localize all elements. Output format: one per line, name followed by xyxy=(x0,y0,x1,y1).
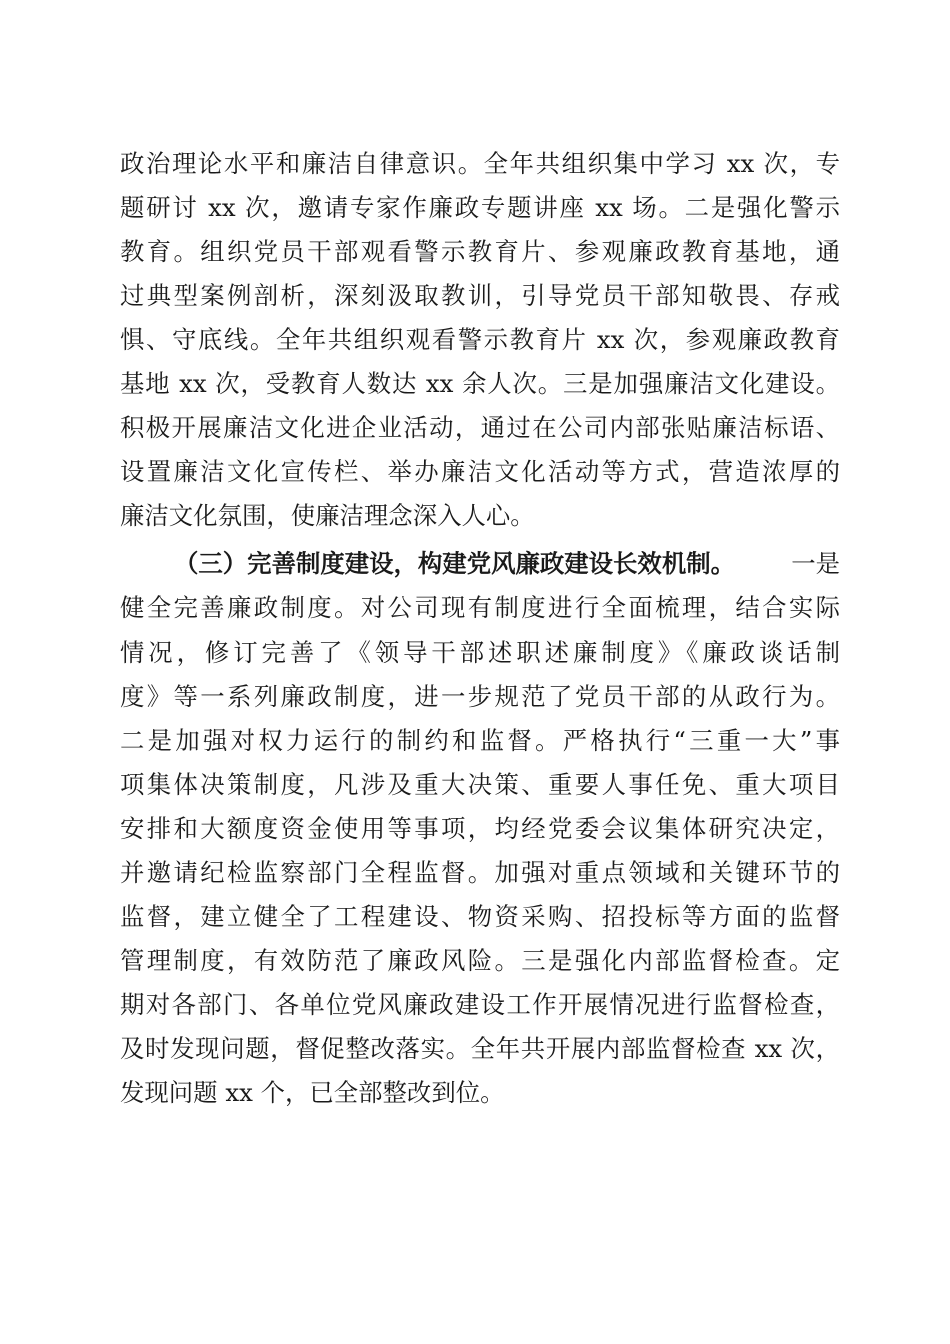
paragraph-line: 题研讨 xx 次，邀请专家作廉政专题讲座 xx 场。二是强化警示 xyxy=(120,193,840,222)
paragraph-line: 教育。组织党员干部观看警示教育片、参观廉政教育基地，通 xyxy=(120,237,840,266)
section-heading-line xyxy=(174,549,840,579)
paragraph-line: 项集体决策制度，凡涉及重大决策、重要人事任免、重大项目 xyxy=(120,770,840,799)
paragraph-line: 情况，修订完善了《领导干部述职述廉制度》《廉政谈话制 xyxy=(120,638,840,667)
paragraph-line: 期对各部门、各单位党风廉政建设工作开展情况进行监督检查， xyxy=(120,990,840,1019)
paragraph-line: 监督，建立健全了工程建设、物资采购、招投标等方面的监督 xyxy=(120,902,840,931)
paragraph-line: 及时发现问题，督促整改落实。全年共开展内部监督检查 xx 次， xyxy=(120,1034,840,1063)
paragraph-line: 基地 xx 次，受教育人数达 xx 余人次。三是加强廉洁文化建设。 xyxy=(120,369,840,398)
section-heading: （三）完善制度建设，构建党风廉政建设长效机制。 xyxy=(174,549,735,578)
paragraph-line: 惧、守底线。全年共组织观看警示教育片 xx 次，参观廉政教育 xyxy=(120,325,840,354)
paragraph-line: 设置廉洁文化宣传栏、举办廉洁文化活动等方式，营造浓厚的 xyxy=(120,457,840,486)
paragraph-line: 政治理论水平和廉洁自律意识。全年共组织集中学习 xx 次，专 xyxy=(120,149,840,178)
paragraph-line: 度》等一系列廉政制度，进一步规范了党员干部的从政行为。 xyxy=(120,682,840,711)
paragraph-line: 并邀请纪检监察部门全程监督。加强对重点领域和关键环节的 xyxy=(120,858,840,887)
paragraph-line: 廉洁文化氛围，使廉洁理念深入人心。 xyxy=(120,501,535,530)
paragraph-line: 管理制度，有效防范了廉政风险。三是强化内部监督检查。定 xyxy=(120,946,840,975)
paragraph-line: 二是加强对权力运行的制约和监督。严格执行“三重一大”事 xyxy=(120,726,840,755)
paragraph-line: 过典型案例剖析，深刻汲取教训，引导党员干部知敬畏、存戒 xyxy=(120,281,840,310)
paragraph-line: 健全完善廉政制度。对公司现有制度进行全面梳理，结合实际 xyxy=(120,593,840,622)
section-heading-tail: 一是 xyxy=(791,549,840,578)
paragraph-line: 发现问题 xx 个，已全部整改到位。 xyxy=(120,1078,505,1107)
paragraph-line: 安排和大额度资金使用等事项，均经党委会议集体研究决定， xyxy=(120,814,840,843)
paragraph-line: 积极开展廉洁文化进企业活动，通过在公司内部张贴廉洁标语、 xyxy=(120,413,840,442)
